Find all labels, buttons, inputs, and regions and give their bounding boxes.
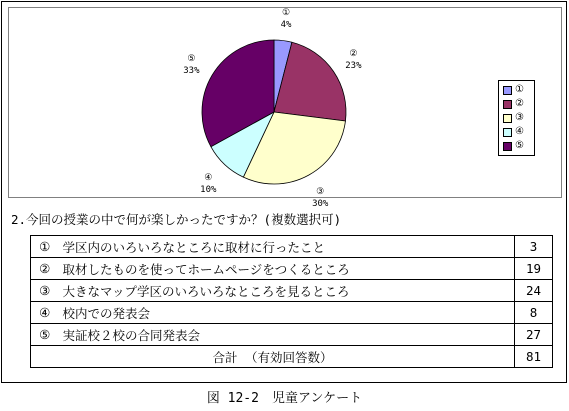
legend-label-3: ③	[515, 112, 524, 123]
row-number: ④	[31, 302, 59, 324]
row-count: 27	[515, 324, 553, 346]
table-row	[31, 302, 553, 324]
chart-legend	[498, 80, 535, 156]
legend-swatch-5	[503, 142, 512, 151]
slice-value-2: 23%	[345, 61, 362, 71]
legend-swatch-2	[503, 100, 512, 109]
answers-table	[30, 235, 553, 368]
row-answer-text: 大きなマップ学区のいろいろなところを見るところ	[59, 280, 515, 302]
slice-value-3: 30%	[312, 199, 329, 210]
total-row	[31, 346, 553, 368]
legend-label-2: ②	[515, 98, 524, 109]
row-answer-text: 取材したものを使ってホームページをつくるところ	[59, 258, 515, 280]
row-number: ②	[31, 258, 59, 280]
row-count: 24	[515, 280, 553, 302]
slice-label-2: ②	[349, 49, 358, 59]
figure-frame	[1, 1, 567, 383]
legend-label-1: ①	[515, 84, 524, 95]
slice-label-3: ③	[316, 187, 325, 198]
slice-label-4: ④	[204, 173, 213, 183]
pie-chart	[9, 7, 563, 210]
legend-item-4	[503, 125, 534, 139]
legend-label-4: ④	[515, 126, 524, 137]
slice-label-1: ①	[281, 7, 291, 18]
legend-item-2	[503, 97, 534, 111]
table-row	[31, 324, 553, 346]
row-count: 19	[515, 258, 553, 280]
slice-value-5: 33%	[183, 66, 200, 77]
slice-label-5: ⑤	[187, 54, 196, 65]
row-answer-text: 学区内のいろいろなところに取材に行ったこと	[59, 236, 515, 258]
slice-value-1: 4%	[280, 19, 292, 30]
row-answer-text: 実証校２校の合同発表会	[59, 324, 515, 346]
legend-swatch-1	[503, 86, 512, 95]
row-number: ⑤	[31, 324, 59, 346]
table-row	[31, 236, 553, 258]
row-number: ③	[31, 280, 59, 302]
row-answer-text: 校内での発表会	[59, 302, 515, 324]
legend-label-5: ⑤	[515, 140, 524, 151]
chart-area	[8, 7, 562, 210]
total-label: 合計 （有効回答数）	[31, 346, 515, 368]
table-row	[31, 280, 553, 302]
legend-item-1	[503, 83, 534, 97]
row-number: ①	[31, 236, 59, 258]
total-count: 81	[515, 346, 553, 368]
row-count: 8	[515, 302, 553, 324]
legend-item-5	[503, 139, 534, 153]
legend-swatch-4	[503, 128, 512, 137]
row-count: 3	[515, 236, 553, 258]
slice-value-4: 10%	[200, 185, 217, 195]
table-row	[31, 258, 553, 280]
figure-caption: 図 12-2 児童アンケート	[206, 391, 363, 406]
legend-swatch-3	[503, 114, 512, 123]
legend-item-3	[503, 111, 534, 125]
question-text: 2.今回の授業の中で何が楽しかったですか？(複数選択可)	[11, 212, 342, 227]
